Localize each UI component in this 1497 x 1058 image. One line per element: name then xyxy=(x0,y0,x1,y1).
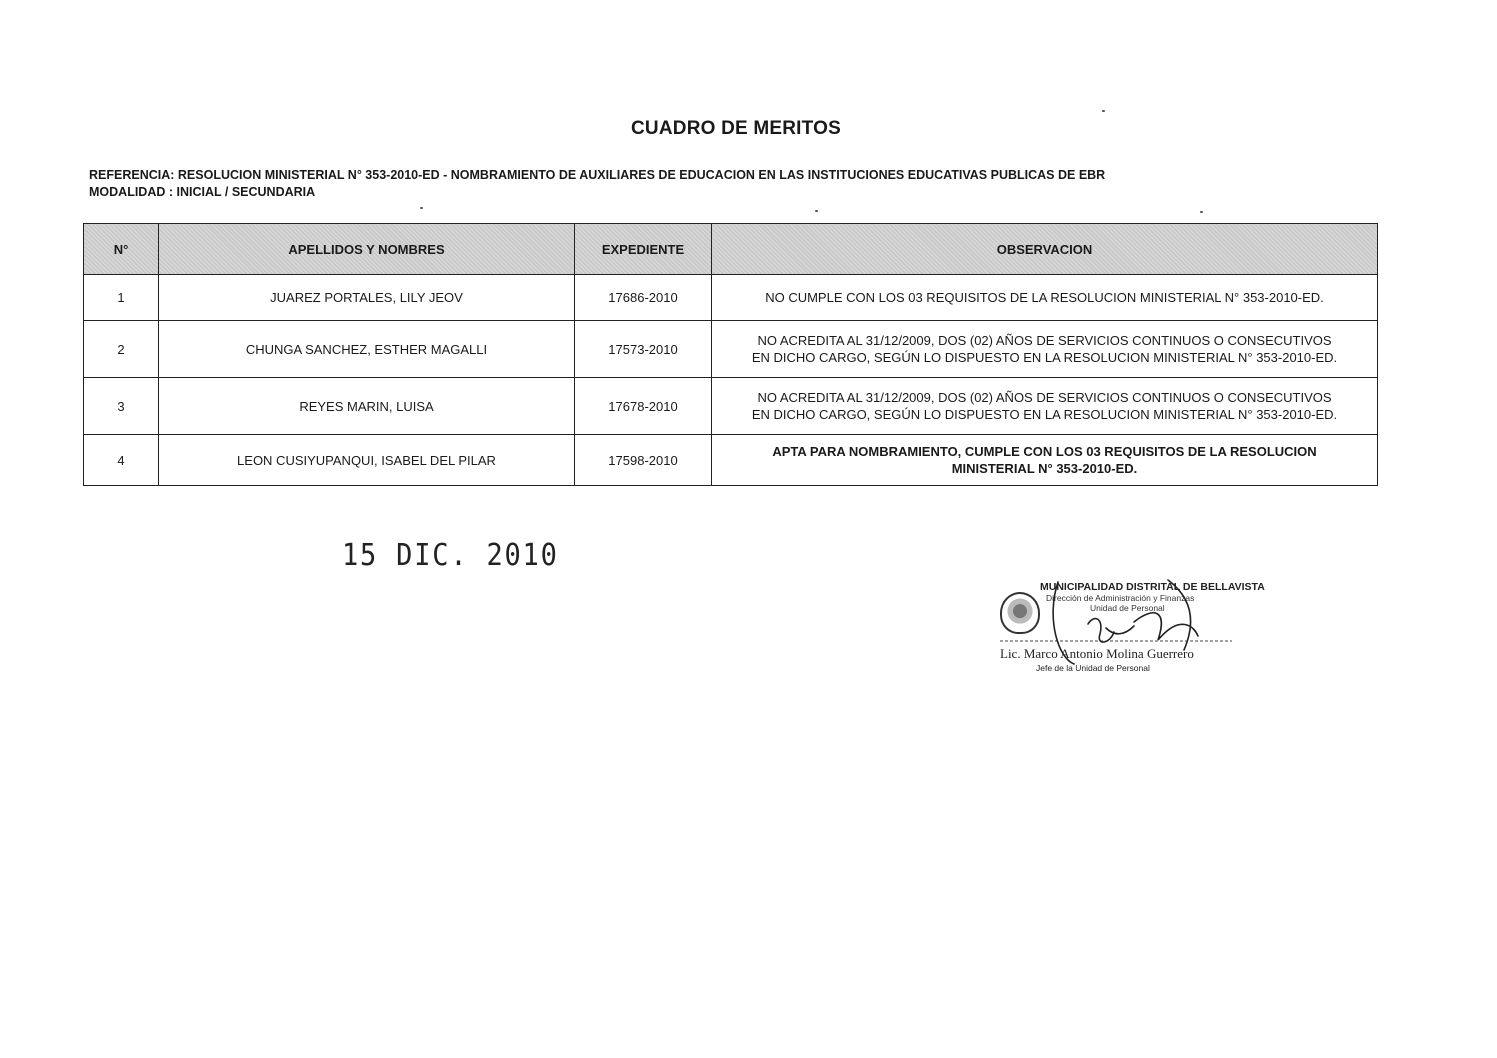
row-observacion xyxy=(712,275,1378,321)
scan-speck xyxy=(1200,211,1203,213)
date-stamp: 15 DIC. 2010 xyxy=(342,538,559,573)
row-nombre: LEON CUSIYUPANQUI, ISABEL DEL PILAR xyxy=(159,435,575,486)
row-expediente: 17598-2010 xyxy=(575,435,712,486)
row-num: 3 xyxy=(84,378,159,435)
scan-speck xyxy=(420,207,423,209)
observacion-line: EN DICHO CARGO, SEGÚN LO DISPUESTO EN LA RESOLUCION MINISTERIAL N° 353-2010-ED. xyxy=(751,407,1338,422)
modalidad-line: MODALIDAD : INICIAL / SECUNDARIA xyxy=(89,185,316,199)
row-nombre: REYES MARIN, LUISA xyxy=(159,378,575,435)
table-row xyxy=(84,435,1378,486)
signature-seal xyxy=(996,578,1265,678)
row-expediente: 17573-2010 xyxy=(575,321,712,378)
merit-table xyxy=(83,223,1378,486)
row-expediente: 17686-2010 xyxy=(575,275,712,321)
table-header-row xyxy=(84,224,1378,275)
row-nombre: CHUNGA SANCHEZ, ESTHER MAGALLI xyxy=(159,321,575,378)
table-row xyxy=(84,275,1378,321)
observacion-line: EN DICHO CARGO, SEGÚN LO DISPUESTO EN LA RESOLUCION MINISTERIAL N° 353-2010-ED. xyxy=(751,350,1338,365)
observacion-line: APTA PARA NOMBRAMIENTO, CUMPLE CON LOS 03 REQUISITOS DE LA RESOLUCION xyxy=(772,444,1317,459)
seal-signer: Lic. Marco Antonio Molina Guerrero xyxy=(1000,646,1194,661)
seal-line-2: Dirección de Administración y Finanzas xyxy=(1046,593,1195,603)
scan-speck xyxy=(815,210,818,212)
header-num: N° xyxy=(84,224,159,275)
seal-line-1: MUNICIPALIDAD DISTRITAL DE BELLAVISTA xyxy=(1040,581,1265,593)
referencia-line: REFERENCIA: RESOLUCION MINISTERIAL N° 353-2010-ED - NOMBRAMIENTO DE AUXILIARES DE EDUCACION EN LAS INSTITUCIONES EDUCATIVAS PUBLICAS DE EBR xyxy=(89,168,1106,182)
row-observacion xyxy=(712,378,1378,435)
seal-line-3: Unidad de Personal xyxy=(1090,603,1165,613)
observacion-line: NO ACREDITA AL 31/12/2009, DOS (02) AÑOS DE SERVICIOS CONTINUOS O CONSECUTIVOS xyxy=(757,390,1332,405)
row-num: 4 xyxy=(84,435,159,486)
table-row xyxy=(84,321,1378,378)
header-expediente: EXPEDIENTE xyxy=(575,224,712,275)
observacion-line: MINISTERIAL N° 353-2010-ED. xyxy=(951,461,1138,476)
row-nombre: JUAREZ PORTALES, LILY JEOV xyxy=(159,275,575,321)
header-nombres: APELLIDOS Y NOMBRES xyxy=(159,224,575,275)
header-observacion: OBSERVACION xyxy=(712,224,1378,275)
observacion-line: NO ACREDITA AL 31/12/2009, DOS (02) AÑOS DE SERVICIOS CONTINUOS O CONSECUTIVOS xyxy=(757,333,1332,348)
scan-speck xyxy=(1102,110,1105,112)
page-title: CUADRO DE MERITOS xyxy=(631,118,841,139)
observacion-line: NO CUMPLE CON LOS 03 REQUISITOS DE LA RESOLUCION MINISTERIAL N° 353-2010-ED. xyxy=(765,290,1324,305)
row-expediente: 17678-2010 xyxy=(575,378,712,435)
reference-block xyxy=(89,167,1105,201)
row-observacion xyxy=(712,321,1378,378)
seal-signer-title: Jefe de la Unidad de Personal xyxy=(1036,663,1150,673)
row-observacion xyxy=(712,435,1378,486)
table-row xyxy=(84,378,1378,435)
row-num: 2 xyxy=(84,321,159,378)
row-num: 1 xyxy=(84,275,159,321)
